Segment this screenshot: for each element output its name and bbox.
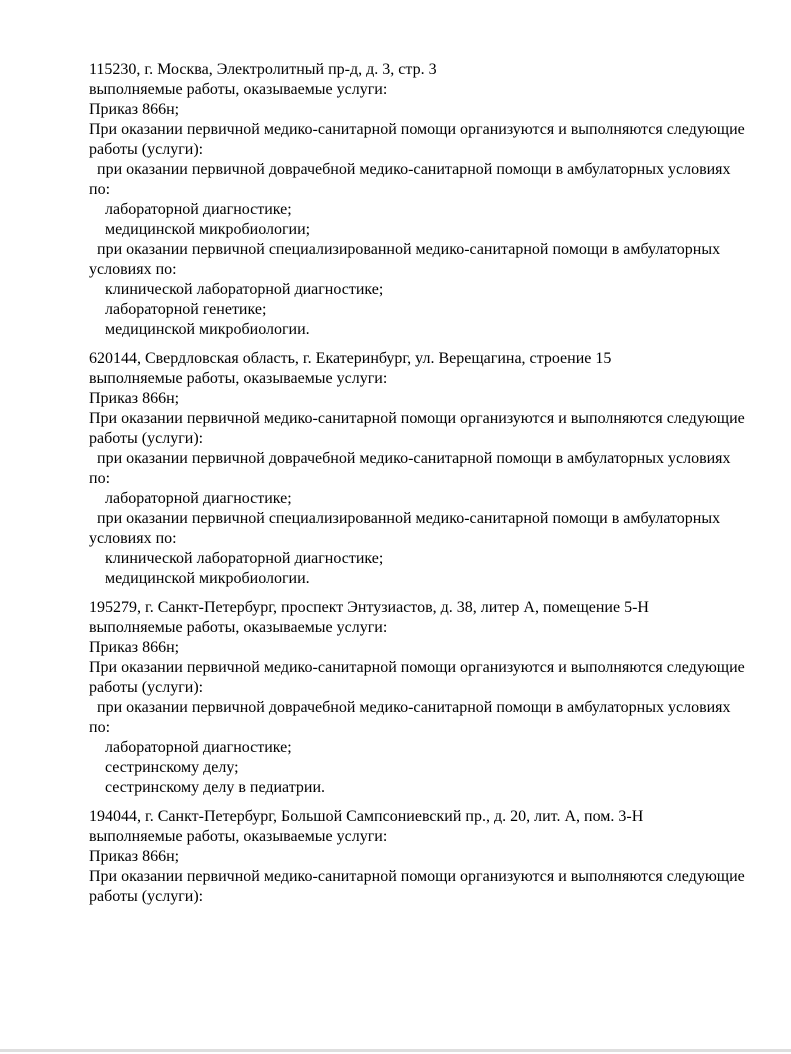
text-line: выполняемые работы, оказываемые услуги: [89, 828, 388, 845]
page-bottom-divider [0, 1049, 791, 1052]
text-line: Приказ 866н; [89, 639, 180, 656]
text-line: медицинской микробиологии. [89, 570, 310, 587]
address-line: 115230, г. Москва, Электролитный пр-д, д. 3, стр. 3 [89, 61, 437, 78]
text-line: при оказании первичной доврачебной медико-санитарной помощи в амбулаторных условиях [89, 450, 731, 467]
text-line: Приказ 866н; [89, 848, 180, 865]
license-address-section [89, 60, 789, 340]
text-line: медицинской микробиологии. [89, 321, 310, 338]
text-line: лабораторной диагностике; [89, 201, 292, 218]
text-line: при оказании первичной доврачебной медико-санитарной помощи в амбулаторных условиях [89, 699, 731, 716]
text-line: сестринскому делу; [89, 759, 239, 776]
text-line: по: [89, 181, 111, 198]
text-line: лабораторной диагностике; [89, 490, 292, 507]
text-line: выполняемые работы, оказываемые услуги: [89, 81, 388, 98]
license-address-section [89, 349, 789, 589]
text-line: При оказании первичной медико-санитарной помощи организуются и выполняются следующие [89, 121, 745, 138]
address-line: 195279, г. Санкт-Петербург, проспект Энтузиастов, д. 38, литер А, помещение 5-Н [89, 599, 649, 616]
text-line: сестринскому делу в педиатрии. [89, 779, 326, 796]
license-address-section [89, 598, 789, 798]
text-line: При оказании первичной медико-санитарной помощи организуются и выполняются следующие [89, 410, 745, 427]
text-line: работы (услуги): [89, 141, 204, 158]
text-line: при оказании первичной специализированной медико-санитарной помощи в амбулаторных [89, 241, 721, 258]
text-line: клинической лабораторной диагностике; [89, 281, 384, 298]
text-line: лабораторной диагностике; [89, 739, 292, 756]
text-line: работы (услуги): [89, 430, 204, 447]
license-address-section [89, 807, 789, 907]
text-line: Приказ 866н; [89, 101, 180, 118]
text-line: при оказании первичной доврачебной медико-санитарной помощи в амбулаторных условиях [89, 161, 731, 178]
text-line: Приказ 866н; [89, 390, 180, 407]
text-line: по: [89, 470, 111, 487]
text-line: клинической лабораторной диагностике; [89, 550, 384, 567]
text-line: выполняемые работы, оказываемые услуги: [89, 619, 388, 636]
text-line: работы (услуги): [89, 888, 204, 905]
text-line: При оказании первичной медико-санитарной помощи организуются и выполняются следующие [89, 868, 745, 885]
license-document-text [89, 60, 789, 907]
text-line: выполняемые работы, оказываемые услуги: [89, 370, 388, 387]
address-line: 194044, г. Санкт-Петербург, Большой Сампсониевский пр., д. 20, лит. А, пом. 3-Н [89, 808, 644, 825]
text-line: при оказании первичной специализированной медико-санитарной помощи в амбулаторных [89, 510, 721, 527]
text-line: лабораторной генетике; [89, 301, 267, 318]
text-line: условиях по: [89, 530, 177, 547]
text-line: медицинской микробиологии; [89, 221, 311, 238]
address-line: 620144, Свердловская область, г. Екатеринбург, ул. Верещагина, строение 15 [89, 350, 612, 367]
text-line: условиях по: [89, 261, 177, 278]
text-line: по: [89, 719, 111, 736]
text-line: При оказании первичной медико-санитарной помощи организуются и выполняются следующие [89, 659, 745, 676]
text-line: работы (услуги): [89, 679, 204, 696]
